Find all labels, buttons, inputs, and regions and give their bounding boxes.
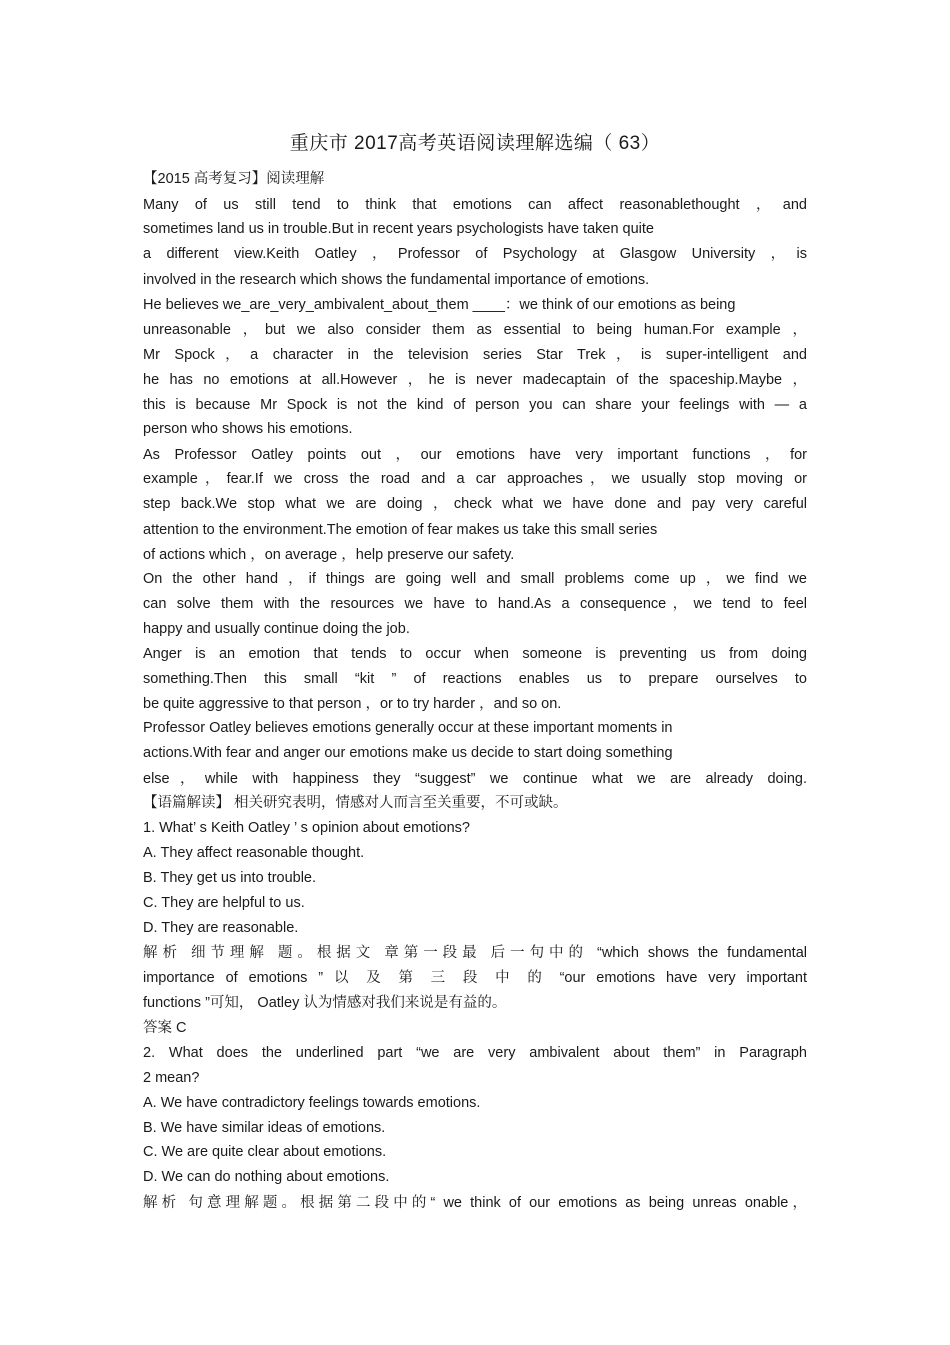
passage-line: Many of us still tend to think that emotions can affect reasonablethought ，and [143, 197, 807, 213]
analysis-line: 解析 句意理解题。根据第二段中的“ we think of our emotions as being unreas onable， [143, 1195, 807, 1211]
analysis-line: functions ”可知， Oatley 认为情感对我们来说是有益的。 [143, 995, 507, 1011]
option-c: C. We are quite clear about emotions. [143, 1144, 387, 1160]
answer-line: 答案 C [143, 1020, 187, 1036]
passage-line: Mr Spock，a character in the television series Star Trek，is super-intelligent and [143, 347, 807, 363]
passage-line: attention to the environment.The emotion of fear makes us take this small series [143, 522, 658, 538]
analysis-line: importance of emotions ” 以 及 第 三 段 中 的 “our emotions have very important [143, 970, 807, 986]
passage-line: As Professor Oatley points out ，our emotions have very important functions ，for [143, 447, 807, 463]
question-1: 1. What’ s Keith Oatley ’ s opinion about emotions? [143, 820, 470, 836]
passage-line: of actions which ，on average ，help preserve our safety. [143, 547, 515, 563]
analysis-line: 解析 细节理解 题。根据文 章第一段最 后一句中的 “which shows the fundamental [143, 945, 807, 961]
option-a: A. We have contradictory feelings towards emotions. [143, 1095, 481, 1111]
option-d: D. We can do nothing about emotions. [143, 1169, 390, 1185]
passage-line: actions.With fear and anger our emotions make us decide to start doing something [143, 745, 673, 761]
passage-line: sometimes land us in trouble.But in recent years psychologists have taken quite [143, 221, 654, 237]
option-b: B. They get us into trouble. [143, 870, 317, 886]
passage-line: happy and usually continue doing the job. [143, 621, 410, 637]
question-2-cont: 2 mean? [143, 1070, 200, 1086]
option-b: B. We have similar ideas of emotions. [143, 1120, 386, 1136]
option-c: C. They are helpful to us. [143, 895, 305, 911]
passage-line: involved in the research which shows the fundamental importance of emotions. [143, 272, 650, 288]
reading-summary: 【语篇解读】 相关研究表明，情感对人而言至关重要，不可或缺。 [143, 795, 568, 811]
passage-line: he has no emotions at all.However ，he is never madecaptain of the spaceship.Maybe ， [143, 372, 807, 388]
passage-line: Professor Oatley believes emotions generally occur at these important moments in [143, 720, 673, 736]
passage-line: a different view.Keith Oatley ，Professor of Psychology at Glasgow University ，is [143, 246, 807, 262]
passage-line: unreasonable ，but we also consider them as essential to being human.For example ， [143, 322, 807, 338]
option-d: D. They are reasonable. [143, 920, 299, 936]
passage-line: this is because Mr Spock is not the kind of person you can share your feelings with — a [143, 397, 807, 413]
option-a: A. They affect reasonable thought. [143, 845, 365, 861]
passage-line-underlined: He believes we_are_very_ambivalent_about_them ____：we think of our emotions as being [143, 297, 736, 313]
question-2: 2. What does the underlined part “we are very ambivalent about them” in Paragraph [143, 1045, 807, 1061]
passage-line: something.Then this small “kit ” of reactions enables us to prepare ourselves to [143, 671, 807, 687]
passage-line: person who shows his emotions. [143, 421, 353, 437]
passage-line: step back.We stop what we are doing ，check what we have done and pay very careful [143, 496, 807, 512]
passage-line: example，fear.If we cross the road and a car approaches，we usually stop moving or [143, 471, 807, 487]
section-heading: 【2015 高考复习】阅读理解 [143, 171, 325, 187]
passage-line: else，while with happiness they “suggest” we continue what we are already doing. [143, 771, 807, 787]
passage-line: be quite aggressive to that person ，or to try harder ，and so on. [143, 696, 562, 712]
passage-line: On the other hand ，if things are going well and small problems come up ，we find we [143, 571, 807, 587]
passage-line: can solve them with the resources we have to hand.As a consequence，we tend to feel [143, 596, 807, 612]
passage-line: Anger is an emotion that tends to occur when someone is preventing us from doing [143, 646, 807, 662]
page-title: 重庆市 2017高考英语阅读理解选编（ 63） [289, 133, 661, 154]
